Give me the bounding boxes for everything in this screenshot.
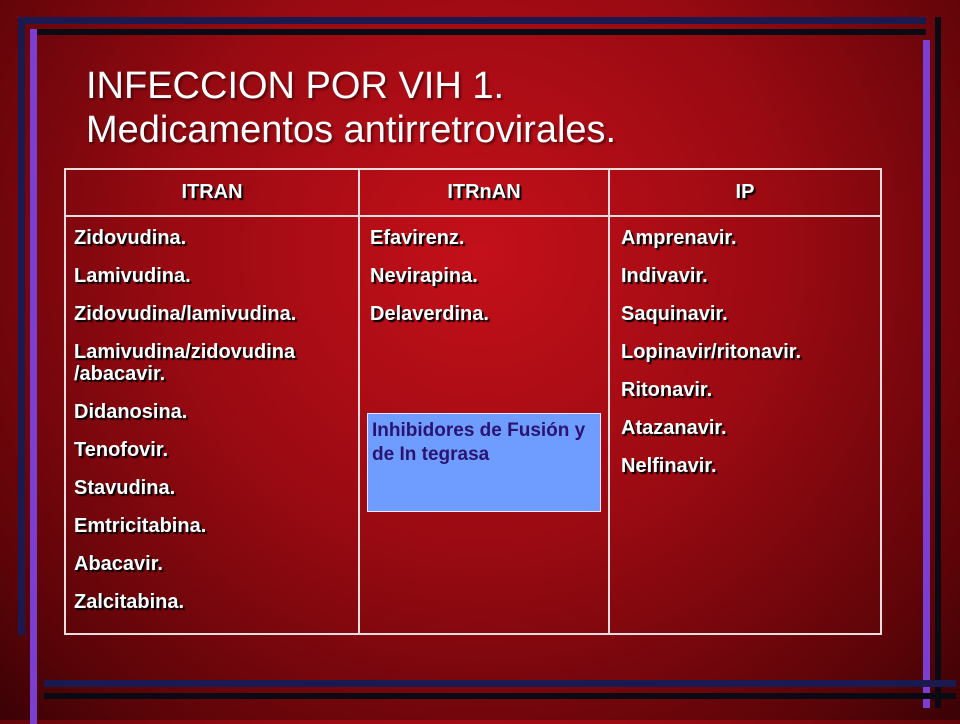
column-divider-1 [358,170,360,633]
header-itrnan: ITRnAN [447,181,521,203]
column-divider-2 [608,170,610,633]
list-item: Ritonavir. [621,379,713,401]
list-item: Nelfinavir. [621,455,717,477]
frame-top-black [30,29,926,35]
header-ip: IP [735,181,755,203]
frame-left-navy [18,17,25,635]
list-item: Stavudina. [74,477,176,499]
list-item: Atazanavir. [621,417,727,439]
list-item: Tenofovir. [74,439,169,461]
list-item: Lamivudina. [74,265,191,287]
column-itrnan [370,227,606,341]
frame-bottom-black [44,693,956,699]
list-item: Zidovudina. [74,227,187,249]
list-item: Delaverdina. [370,303,489,325]
list-item: Efavirenz. [370,227,465,249]
frame-right-purple [923,40,930,708]
list-item: Zalcitabina. [74,591,185,613]
slide-title [86,64,616,152]
list-item: Nevirapina. [370,265,478,287]
list-item: Lopinavir/ritonavir. [621,341,802,363]
list-item: Emtricitabina. [74,515,207,537]
frame-bottom-navy [44,680,956,687]
list-item: Didanosina. [74,401,188,423]
frame-right-black [935,17,941,708]
column-ip [621,227,879,493]
drug-table [64,168,882,635]
fusion-integrase-note: Inhibidores de Fusión y de In tegrasa [367,413,601,512]
frame-left-purple [30,29,37,724]
list-item: Abacavir. [74,553,163,575]
header-itran: ITRAN [181,181,243,203]
list-item: Amprenavir. [621,227,737,249]
title-line-2: Medicamentos antirretrovirales. [86,109,617,151]
title-line-1: INFECCION POR VIH 1. [86,65,505,107]
list-item: Saquinavir. [621,303,728,325]
frame-top-navy [18,17,926,24]
list-item: Indivavir. [621,265,708,287]
list-item: Lamivudina/zidovudina /abacavir. [74,341,296,385]
header-divider [66,215,880,217]
list-item: Zidovudina/lamivudina. [74,303,297,325]
column-itran [74,227,358,629]
